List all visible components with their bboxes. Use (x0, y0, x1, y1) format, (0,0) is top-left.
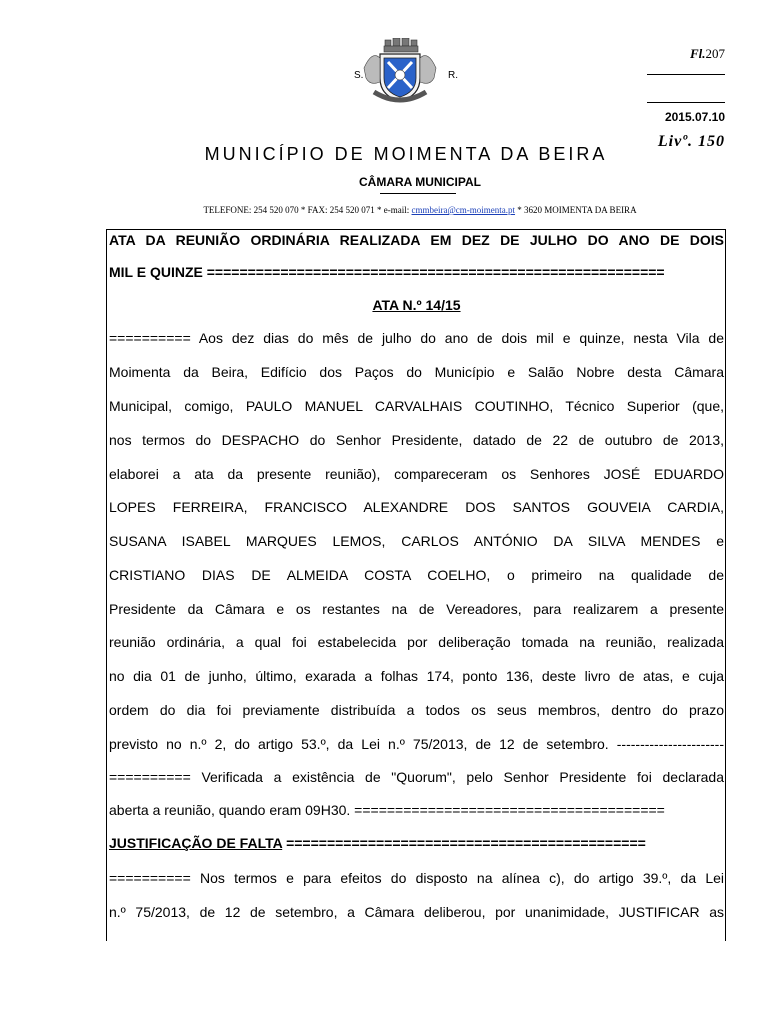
date-overline (647, 102, 725, 103)
body-line: CRISTIANO DIAS DE ALMEIDA COSTA COELHO, o primeiro na qualidade de (109, 567, 724, 583)
contact-address: * 3620 MOIMENTA DA BEIRA (515, 205, 637, 215)
body-line: previsto no n.º 2, do artigo 53.º, da Lei n.º 75/2013, de 12 de setembro. ----------------------- (109, 736, 724, 752)
folio-label: Fl. (689, 46, 706, 61)
minutes-number-text: ATA N.º 14/15 (372, 297, 461, 313)
minutes-number (109, 297, 724, 313)
contact-line (0, 205, 770, 215)
book-number: Livº. 150 (657, 133, 725, 150)
crest-right-initial: R. (448, 70, 458, 81)
body-line: elaborei a ata da presente reunião), compareceram os Senhores JOSÉ EDUARDO (109, 466, 724, 482)
section-heading: JUSTIFICAÇÃO DE FALTA (109, 835, 283, 851)
body-line: Presidente da Câmara e os restantes na de Vereadores, para realizarem a presente (109, 601, 724, 617)
folio-value: 207 (705, 46, 725, 61)
crest-left-initial: S. (354, 70, 364, 81)
body-line: no dia 01 de junho, último, exarada a folhas 174, ponto 136, deste livro de atas, e cuja (109, 668, 724, 684)
minutes-title-line-1: ATA DA REUNIÃO ORDINÁRIA REALIZADA EM DEZ DE JULHO DO ANO DE DOIS (109, 232, 724, 248)
folio-underline (647, 74, 725, 75)
body-line: reunião ordinária, a qual foi estabelecida por deliberação tomada na reunião, realizada (109, 634, 724, 650)
minutes-title-line-2: MIL E QUINZE ======================================================== (109, 264, 665, 280)
council-underline (380, 193, 456, 194)
section-heading-fill: ============================================ (282, 835, 646, 851)
body-line: nos termos do DESPACHO do Senhor Presidente, datado de 22 de outubro de 2013, (109, 432, 724, 448)
contact-phone-fax: TELEFONE: 254 520 070 * FAX: 254 520 071 * e-mail: (203, 205, 412, 215)
top-frame-rule (106, 229, 726, 230)
body-line: Municipal, comigo, PAULO MANUEL CARVALHAIS COUTINHO, Técnico Superior (que, (109, 398, 724, 414)
body-line: ordem do dia foi previamente distribuída a todos os seus membros, dentro do prazo (109, 702, 724, 718)
section-heading-line (109, 835, 724, 851)
section-line: ========== Nos termos e para efeitos do disposto na alínea c), do artigo 39.º, da Lei (109, 870, 724, 886)
council-name: CÂMARA MUNICIPAL (359, 175, 481, 189)
document-date: 2015.07.10 (664, 110, 725, 124)
left-margin-rule (106, 229, 107, 941)
right-margin-rule (725, 229, 726, 941)
body-line: SUSANA ISABEL MARQUES LEMOS, CARLOS ANTÓNIO DA SILVA MENDES e (109, 533, 724, 549)
body-line: ========== Aos dez dias do mês de julho do ano de dois mil e quinze, nesta Vila de (109, 330, 724, 346)
contact-email-link[interactable]: cmmbeira@cm-moimenta.pt (411, 205, 516, 215)
folio-number (690, 46, 725, 62)
body-line: Moimenta da Beira, Edifício dos Paços do Município e Salão Nobre desta Câmara (109, 364, 724, 380)
section-line: n.º 75/2013, de 12 de setembro, a Câmara deliberou, por unanimidade, JUSTIFICAR as (109, 904, 724, 920)
body-line: aberta a reunião, quando eram 09H30. ====================================== (109, 802, 665, 818)
municipal-crest-icon (358, 38, 442, 104)
municipality-name: MUNICÍPIO DE MOIMENTA DA BEIRA (204, 144, 608, 164)
body-line: LOPES FERREIRA, FRANCISCO ALEXANDRE DOS SANTOS GOUVEIA CARDIA, (109, 499, 724, 515)
body-line: ========== Verificada a existência de "Quorum", pelo Senhor Presidente foi declarada (109, 769, 724, 785)
